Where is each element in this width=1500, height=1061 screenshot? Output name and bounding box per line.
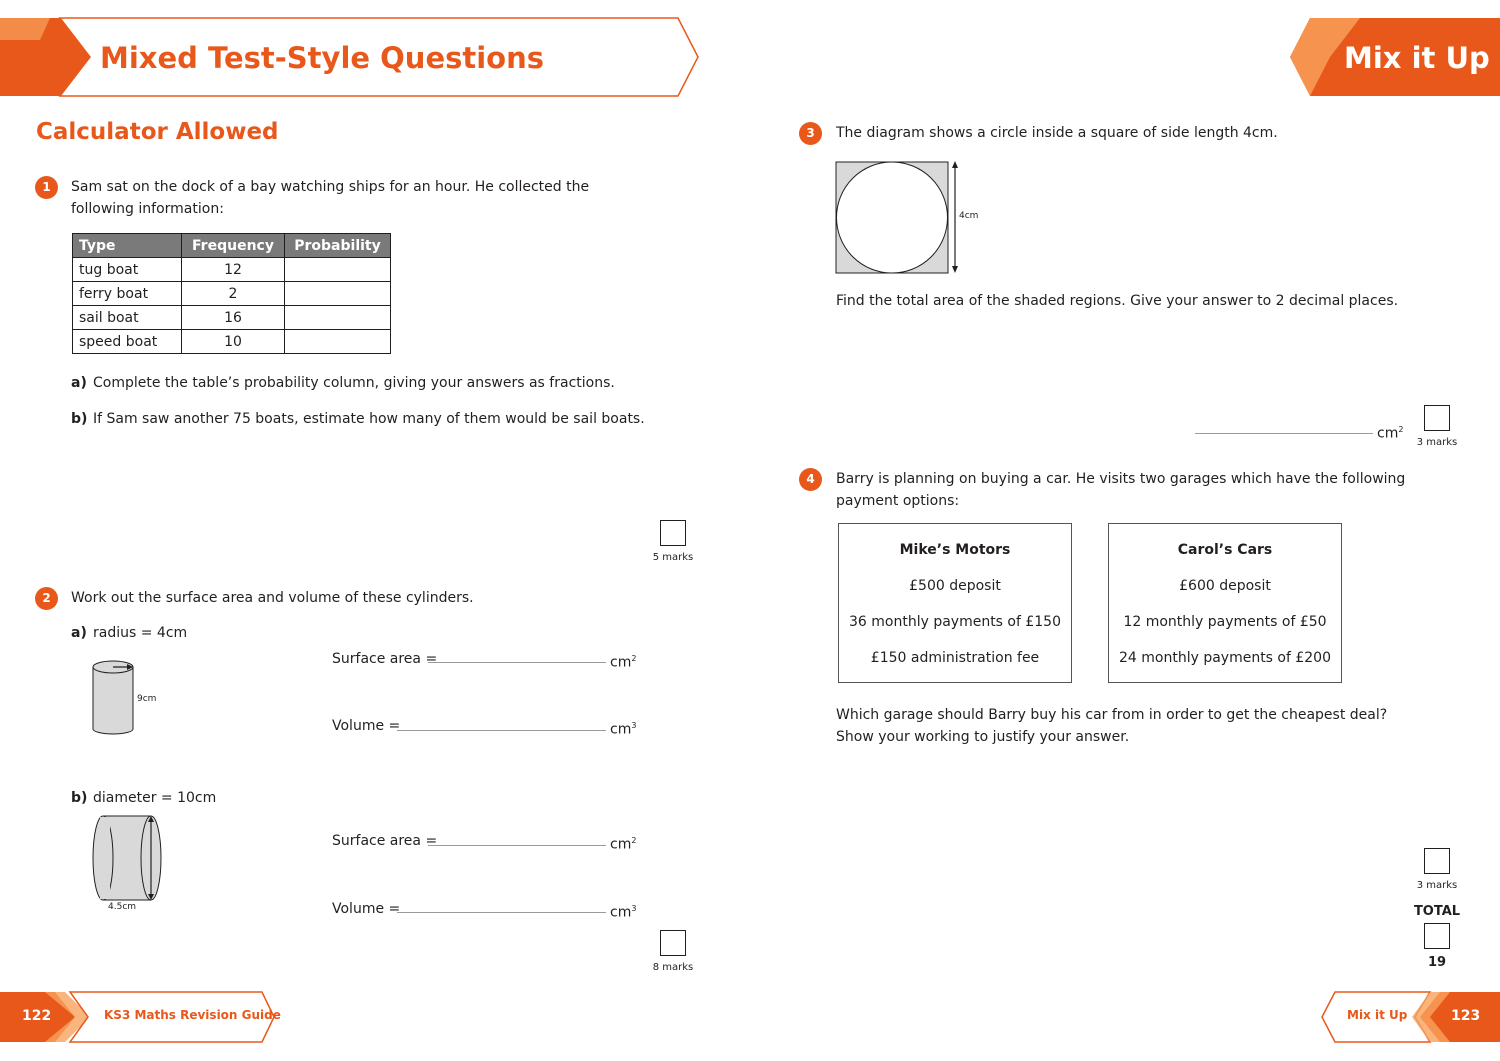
- q3-answer-unit: $cm^2$: [1377, 425, 1404, 442]
- q1-part-b-label: b): [71, 411, 88, 427]
- table-row: [73, 258, 391, 282]
- q1-marks-box[interactable]: [660, 520, 686, 546]
- page-title-right: Mix it Up: [1344, 41, 1490, 75]
- q1-marks-label: 5 marks: [652, 552, 694, 563]
- circle-in-square-diagram: [834, 158, 964, 278]
- table-cell-frequency: 10: [182, 330, 285, 354]
- q1-part-b-text: If Sam saw another 75 boats, estimate how many of them would be sail boats.: [93, 411, 645, 427]
- table-header-row: [73, 234, 391, 258]
- garage-deposit: £600 deposit: [1179, 578, 1271, 594]
- garage-deposit: £500 deposit: [909, 578, 1001, 594]
- total-label: TOTAL: [1413, 904, 1461, 919]
- q2-part-a-text: radius = 4cm: [93, 625, 188, 641]
- q4-text-line2: payment options:: [836, 493, 960, 509]
- q1-text-line1: Sam sat on the dock of a bay watching ships for an hour. He collected the: [71, 179, 590, 195]
- q1-part-a-label: a): [71, 375, 87, 391]
- probability-input-cell[interactable]: [285, 330, 391, 354]
- question-number-3: 3: [799, 122, 822, 145]
- total-marks-box[interactable]: [1424, 923, 1450, 949]
- table-header-type: Type: [73, 234, 182, 258]
- probability-input-cell[interactable]: [285, 306, 391, 330]
- q2-part-b-text: diameter = 10cm: [93, 790, 217, 806]
- table-cell-frequency: 12: [182, 258, 285, 282]
- garage-payments-2: 24 monthly payments of £200: [1118, 650, 1331, 666]
- cylinder-a-height-label: 9cm: [137, 694, 157, 704]
- footer-section-title: Mix it Up: [1347, 1008, 1408, 1022]
- square-side-label: 4cm: [959, 211, 979, 221]
- q2a-volume-label: Volume =: [332, 718, 401, 734]
- cylinder-b-length-label: 4.5cm: [108, 902, 137, 912]
- q2a-surface-area-answer-line[interactable]: [428, 662, 606, 663]
- table-cell-frequency: 16: [182, 306, 285, 330]
- table-cell-type: ferry boat: [73, 282, 182, 306]
- q2b-volume-label: Volume =: [332, 901, 401, 917]
- cylinder-b-diagram: [88, 812, 168, 904]
- q2a-volume-answer-line[interactable]: [397, 730, 606, 731]
- question-number-2: 2: [35, 587, 58, 610]
- question-number-1: 1: [35, 176, 58, 199]
- q3-marks-box[interactable]: [1424, 405, 1450, 431]
- q4-text-line1: Barry is planning on buying a car. He visits two garages which have the following: [836, 471, 1406, 487]
- q2-marks-label: 8 marks: [652, 962, 694, 973]
- table-header-frequency: Frequency: [182, 234, 285, 258]
- garage-name: Carol’s Cars: [1177, 542, 1273, 558]
- q3-marks-label: 3 marks: [1416, 437, 1458, 448]
- cylinder-a-diagram: [88, 655, 138, 735]
- section-title: Calculator Allowed: [36, 119, 279, 145]
- table-row: [73, 330, 391, 354]
- q2-part-b-label: b): [71, 790, 88, 806]
- footer-book-title: KS3 Maths Revision Guide: [104, 1008, 281, 1022]
- q3-text: The diagram shows a circle inside a square of side length 4cm.: [836, 125, 1278, 141]
- q2a-volume-unit: $cm^3$: [610, 721, 637, 738]
- q4-marks-box[interactable]: [1424, 848, 1450, 874]
- garage-name: Mike’s Motors: [899, 542, 1011, 558]
- q2b-volume-unit: $cm^3$: [610, 904, 637, 921]
- q4-marks-label: 3 marks: [1416, 880, 1458, 891]
- garage-option-mikes-motors: [838, 523, 1072, 683]
- total-value: 19: [1427, 955, 1447, 970]
- frequency-table: [72, 233, 391, 354]
- table-header-probability: Probability: [285, 234, 391, 258]
- table-cell-type: tug boat: [73, 258, 182, 282]
- page-number-left: 122: [22, 1008, 52, 1024]
- q3-answer-line[interactable]: [1195, 433, 1373, 434]
- garage-option-carols-cars: [1108, 523, 1342, 683]
- q2a-surface-area-label: Surface area =: [332, 651, 438, 667]
- q4-question-line2: Show your working to justify your answer.: [836, 729, 1130, 745]
- page-title-left: Mixed Test-Style Questions: [100, 41, 545, 75]
- q1-text-line2: following information:: [71, 201, 224, 217]
- q3-question: Find the total area of the shaded regions. Give your answer to 2 decimal places.: [836, 293, 1399, 309]
- garage-fee: £150 administration fee: [870, 650, 1040, 666]
- table-row: [73, 306, 391, 330]
- q2b-surface-area-unit: $cm^2$: [610, 836, 637, 853]
- q2b-volume-answer-line[interactable]: [397, 912, 606, 913]
- q2-text: Work out the surface area and volume of these cylinders.: [71, 590, 474, 606]
- q4-question-line1: Which garage should Barry buy his car from in order to get the cheapest deal?: [836, 707, 1388, 723]
- table-row: [73, 282, 391, 306]
- table-cell-type: speed boat: [73, 330, 182, 354]
- table-cell-frequency: 2: [182, 282, 285, 306]
- question-number-4: 4: [799, 468, 822, 491]
- q2b-surface-area-answer-line[interactable]: [428, 845, 606, 846]
- page-number-right: 123: [1451, 1008, 1481, 1024]
- q2-marks-box[interactable]: [660, 930, 686, 956]
- probability-input-cell[interactable]: [285, 258, 391, 282]
- garage-payments: 12 monthly payments of £50: [1123, 614, 1327, 630]
- q2a-surface-area-unit: $cm^2$: [610, 654, 637, 671]
- q2-part-a-label: a): [71, 625, 87, 641]
- probability-input-cell[interactable]: [285, 282, 391, 306]
- q2b-surface-area-label: Surface area =: [332, 833, 438, 849]
- garage-payments: 36 monthly payments of £150: [848, 614, 1061, 630]
- table-cell-type: sail boat: [73, 306, 182, 330]
- q1-part-a-text: Complete the table’s probability column, giving your answers as fractions.: [93, 375, 615, 391]
